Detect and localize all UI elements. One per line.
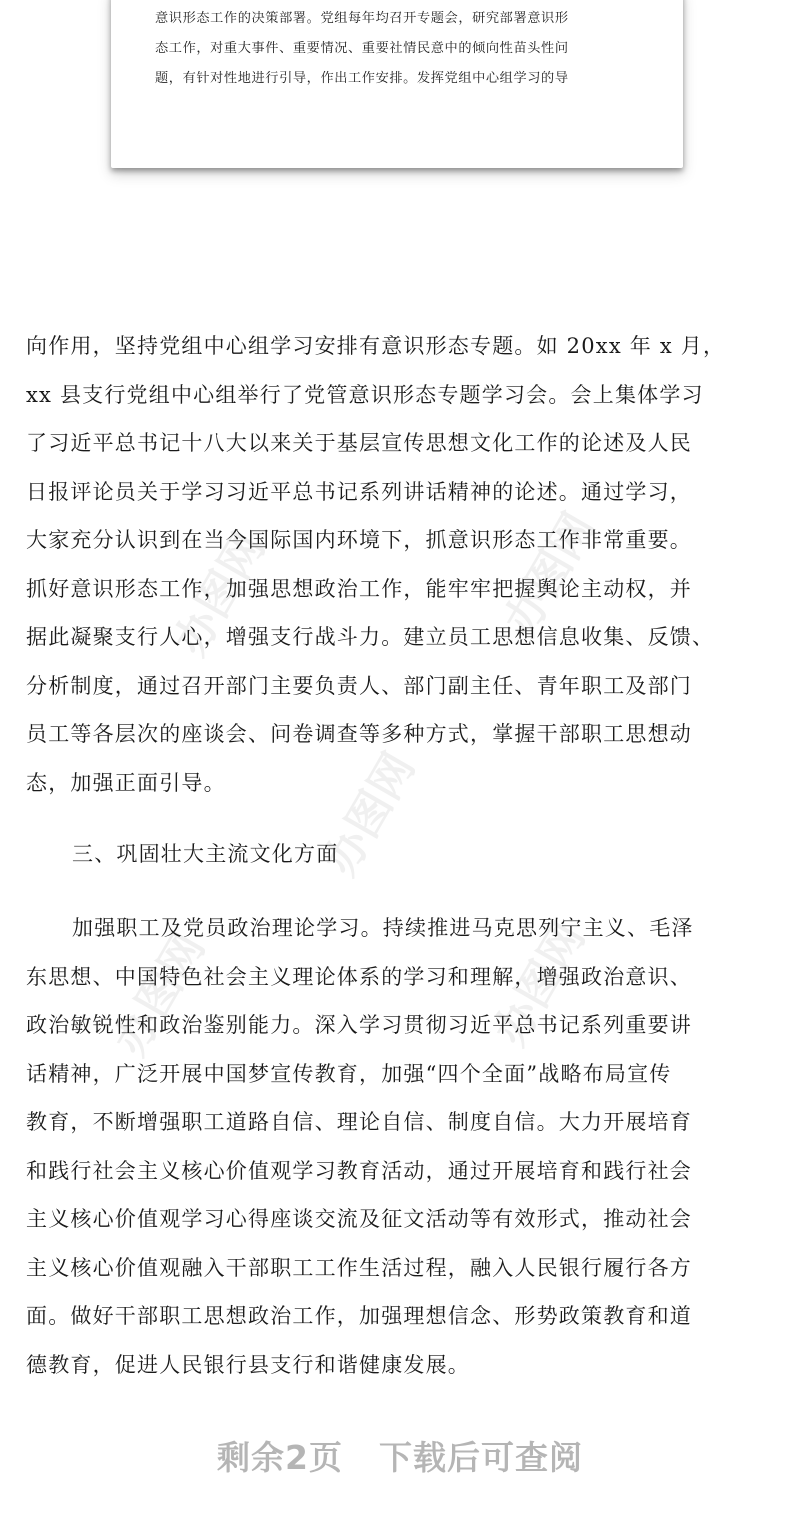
paragraph-line: 员工等各层次的座谈会、问卷调查等多种方式，掌握干部职工思想动 <box>26 722 692 746</box>
paragraph-line: 面。做好干部职工思想政治工作，加强理想信念、形势政策教育和道 <box>26 1304 692 1328</box>
paragraph-line: 东思想、中国特色社会主义理论体系的学习和理解，增强政治意识、 <box>26 964 692 989</box>
remaining-pages-text[interactable]: 剩余2页 <box>217 1438 343 1477</box>
page-preview-card <box>111 0 683 168</box>
watermark: 办图网 <box>164 524 275 665</box>
card-line: 意识形态工作的决策部署。党组每年均召开专题会，研究部署意识形 <box>155 11 569 26</box>
card-line: 题，有针对性地进行引导，作出工作安排。发挥党组中心组学习的导 <box>155 71 569 86</box>
paragraph-line: 抓好意识形态工作，加强思想政治工作，能牢牢把握舆论主动权，并 <box>26 576 692 601</box>
watermark: 办图网 <box>104 924 215 1065</box>
watermark: 办图网 <box>494 504 605 645</box>
paragraph-line: 主义核心价值观融入干部职工工作生活过程，融入人民银行履行各方 <box>26 1255 692 1280</box>
paragraph-line: 大家充分认识到在当今国际国内环境下，抓意识形态工作非常重要。 <box>26 528 692 552</box>
paragraph-line: 教育，不断增强职工道路自信、理论自信、制度自信。大力开展培育 <box>26 1110 692 1134</box>
paragraph-line: 了习近平总书记十八大以来关于基层宣传思想文化工作的论述及人民 <box>26 431 692 455</box>
paragraph-line: 德教育，促进人民银行县支行和谐健康发展。 <box>26 1352 470 1377</box>
paragraph-line: 态，加强正面引导。 <box>26 770 226 795</box>
paragraph-line: 向作用，坚持党组中心组学习安排有意识形态专题。如 20xx 年 x 月， <box>26 334 726 358</box>
section-heading: 三、巩固壮大主流文化方面 <box>72 842 339 866</box>
paragraph-line: 加强职工及党员政治理论学习。持续推进马克思列宁主义、毛泽 <box>72 916 694 940</box>
watermark: 办图网 <box>484 914 595 1055</box>
paragraph-line: 据此凝聚支行人心，增强支行战斗力。建立员工思想信息收集、反馈、 <box>26 625 715 649</box>
paragraph-line: 日报评论员关于学习习近平总书记系列讲话精神的论述。通过学习， <box>26 479 692 504</box>
download-to-view-text[interactable]: 下载后可查阅 <box>378 1438 583 1477</box>
paragraph-2 <box>26 904 778 1389</box>
card-text <box>155 4 647 94</box>
paragraph-line: 话精神，广泛开展中国梦宣传教育，加强“四个全面”战略布局宣传 <box>26 1061 672 1086</box>
paragraph-1 <box>26 322 778 807</box>
paragraph-line: 分析制度，通过召开部门主要负责人、部门副主任、青年职工及部门 <box>26 673 692 698</box>
paragraph-line: 政治敏锐性和政治鉴别能力。深入学习贯彻习近平总书记系列重要讲 <box>26 1013 692 1037</box>
watermark: 办图网 <box>314 744 425 885</box>
paragraph-line: 主义核心价值观学习心得座谈交流及征文活动等有效形式，推动社会 <box>26 1207 692 1231</box>
card-line: 态工作，对重大事件、重要情况、重要社情民意中的倾向性苗头性问 <box>155 41 569 56</box>
paragraph-line: xx 县支行党组中心组举行了党管意识形态专题学习会。会上集体学习 <box>26 382 704 407</box>
download-prompt[interactable] <box>0 1432 800 1484</box>
paragraph-line: 和践行社会主义核心价值观学习教育活动，通过开展培育和践行社会 <box>26 1158 692 1183</box>
